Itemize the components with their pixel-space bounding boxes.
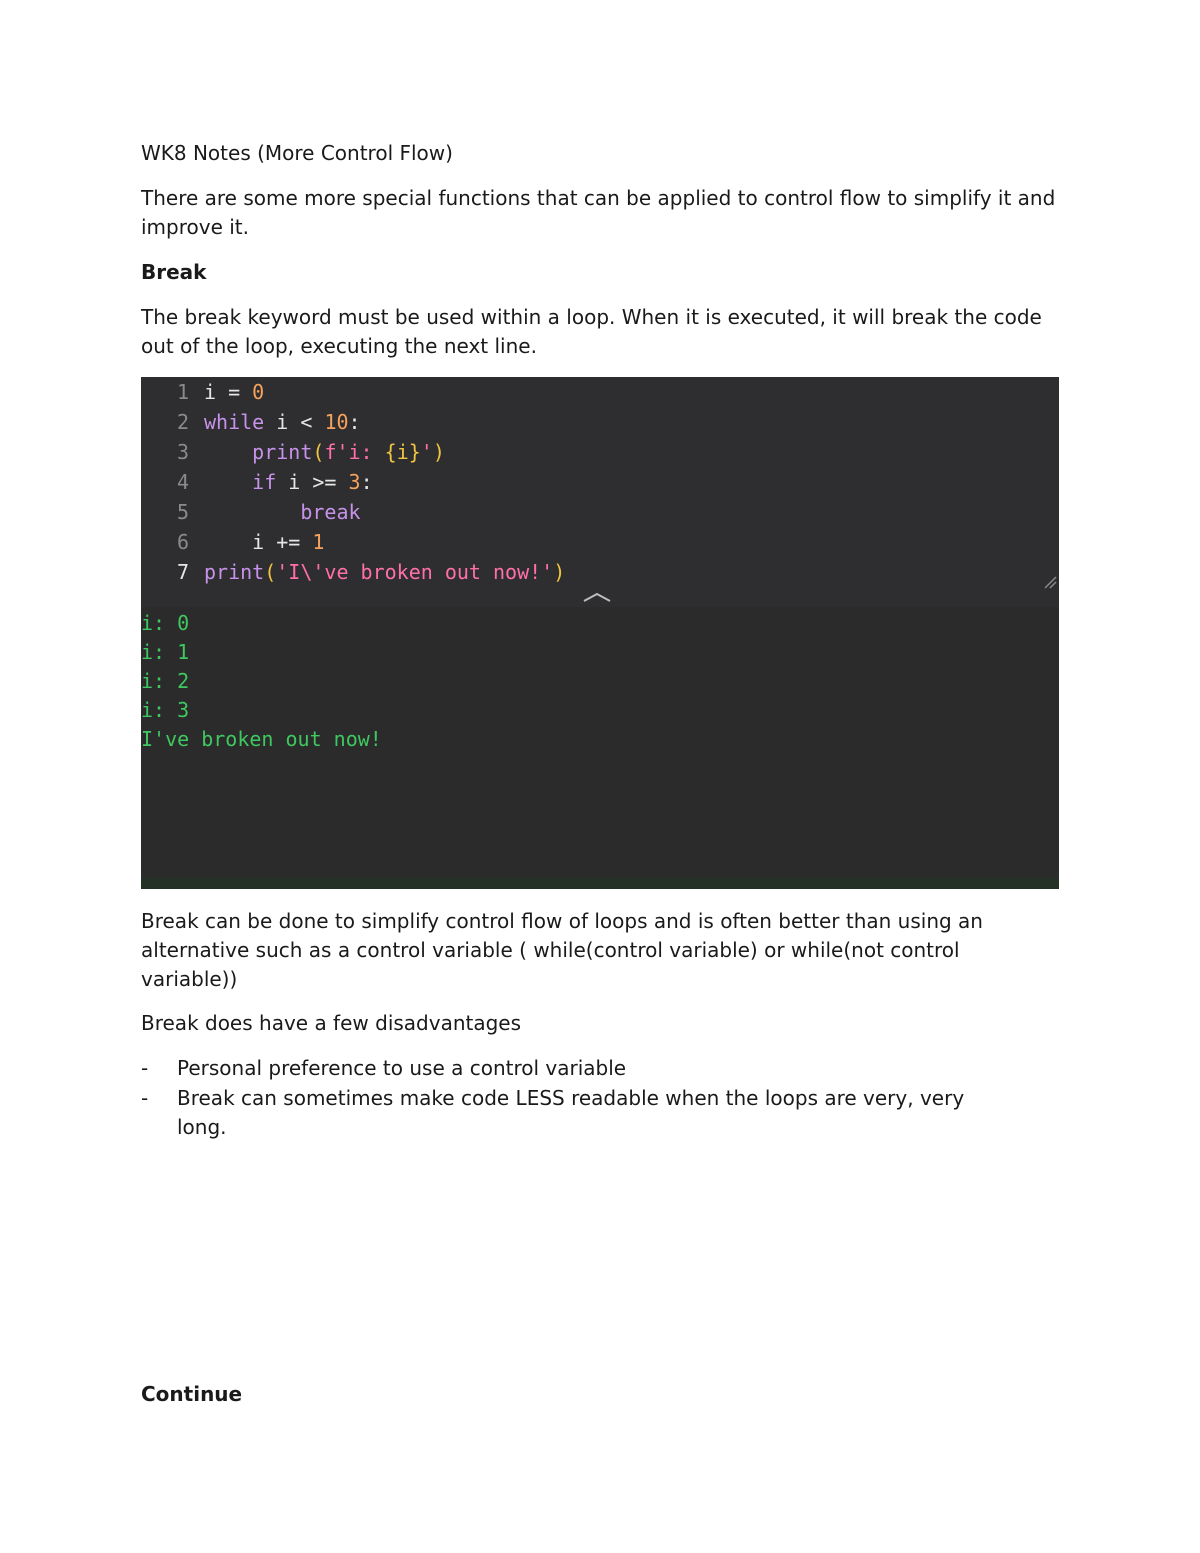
console-output — [141, 607, 1059, 889]
line-number: 1 — [176, 380, 189, 404]
document-title: WK8 Notes (More Control Flow) — [141, 141, 453, 165]
line-number: 2 — [176, 410, 189, 434]
break-description: The break keyword must be used within a loop. When it is executed, it will break the code out of the loop, executing the next line. — [141, 305, 1042, 358]
output-line: i: 1 — [141, 640, 190, 664]
list-item: - Break can sometimes make code LESS readable when the loops are very, very long. — [141, 1086, 965, 1139]
code-line-2: 2 while i < 10: — [141, 407, 361, 437]
chevron-up-icon[interactable] — [582, 591, 612, 603]
line-number: 6 — [176, 530, 189, 554]
line-number: 4 — [176, 470, 189, 494]
bullet-dash: - — [141, 1056, 149, 1080]
code-line-4: 4 if i >= 3: — [141, 467, 373, 497]
line-number: 3 — [176, 440, 189, 464]
code-line-7: 7 print('I\'ve broken out now!') — [141, 557, 565, 587]
disadvantages-intro: Break does have a few disadvantages — [141, 1011, 522, 1035]
code-line-1: 1 i = 0 — [141, 377, 264, 407]
resize-grip-icon[interactable] — [1043, 575, 1057, 589]
output-line: i: 0 — [141, 611, 190, 635]
code-line-3: 3 print(f'i: {i}') — [141, 437, 445, 467]
line-number: 5 — [176, 500, 189, 524]
bullet-dash: - — [141, 1086, 149, 1110]
code-editor — [141, 377, 1059, 607]
code-line-5: 5 break — [141, 497, 361, 527]
code-line-6: 6 i += 1 — [141, 527, 324, 557]
output-line: i: 2 — [141, 669, 190, 693]
output-line: i: 3 — [141, 698, 190, 722]
output-line: I've broken out now! — [141, 727, 382, 751]
line-number: 7 — [176, 560, 189, 584]
continue-heading: Continue — [141, 1382, 243, 1406]
list-item: - Personal preference to use a control variable — [177, 1054, 1017, 1083]
break-paragraph: Break can be done to simplify control flow of loops and is often better than using an alternative such as a control variable ( while(control variable) or while(not control variable)) — [141, 909, 983, 991]
break-heading: Break — [141, 260, 207, 284]
intro-paragraph: There are some more special functions that can be applied to control flow to simplify it and improve it. — [141, 186, 1056, 239]
code-screenshot — [141, 377, 1059, 889]
